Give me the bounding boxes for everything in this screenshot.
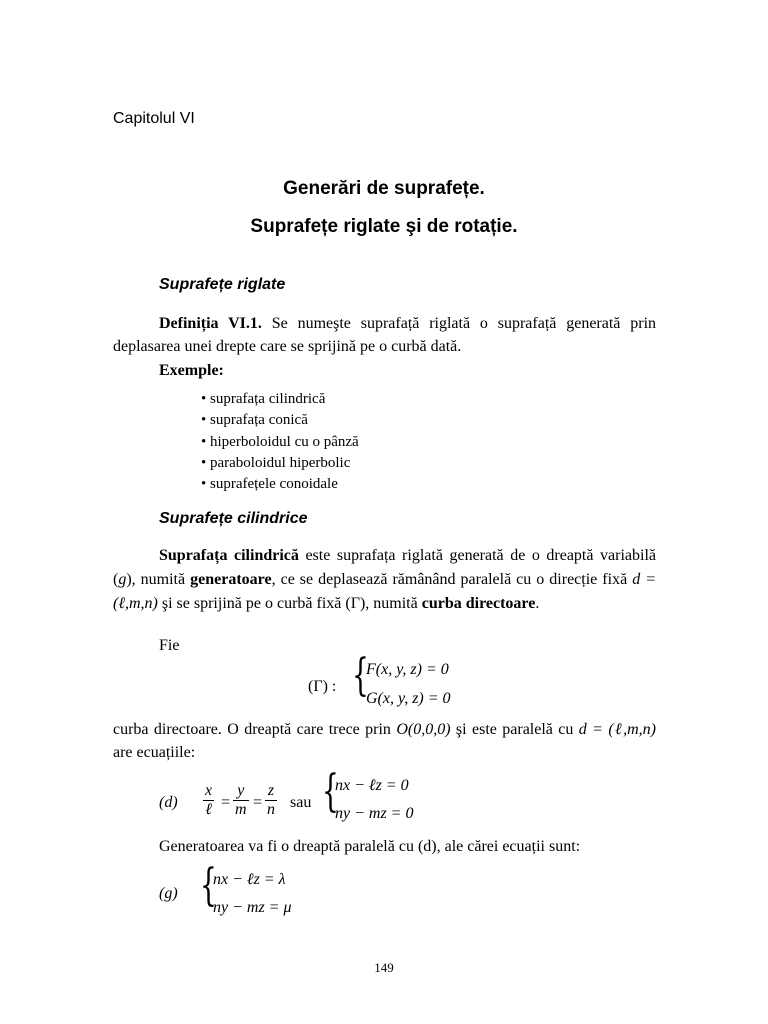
definition-text: Se numeşte suprafață riglată o suprafață generată prin deplasarea unei drepte care se sprijină pe o curbă dată.: [113, 315, 657, 355]
section-heading-cylindrical-surfaces: Suprafețe cilindrice: [159, 510, 308, 527]
chapter-title-line-2: Suprafețe riglate şi de rotație.: [250, 216, 518, 237]
definition-paragraph: [113, 312, 656, 358]
text-span: ), numită: [126, 571, 191, 588]
g-equation-1: nx − ℓz = λ: [213, 871, 286, 888]
text-span: şi se sprijină pe o curbă fixă (Γ), numită: [157, 595, 422, 612]
text-span: curba directoare. O dreaptă care trece prin: [113, 721, 397, 738]
list-item: • paraboloidul hiperbolic: [201, 454, 351, 471]
chapter-title-line-1: Generări de suprafețe.: [283, 178, 485, 199]
d-equation-1: nx − ℓz = 0: [335, 777, 409, 794]
term-generatoare: generatoare: [190, 571, 272, 588]
text-span: are ecuațiile:: [113, 744, 196, 761]
equals-sign: =: [253, 794, 263, 811]
text-span: , ce se deplasează rămânând paralelă cu o direcție fixă: [271, 571, 633, 588]
generator-paragraph: Generatoarea va fi o dreaptă paralelă cu (d), ale cărei ecuații sunt:: [159, 838, 581, 855]
gamma-label: (Γ) :: [308, 678, 337, 695]
page-number: 149: [374, 960, 394, 975]
term-curba-directoare: curba directoare: [421, 595, 536, 612]
fraction-denominator: ℓ: [205, 801, 212, 818]
list-item: • suprafețele conoidale: [201, 476, 338, 493]
g-equation-2: ny − mz = μ: [213, 899, 292, 916]
d-equation-2: ny − mz = 0: [335, 805, 414, 822]
var-g: g: [118, 571, 127, 588]
section-heading-ruled-surfaces: Suprafețe riglate: [159, 276, 286, 293]
brace-g: {: [200, 860, 217, 911]
definition-label: Definiția VI.1.: [159, 315, 262, 332]
gamma-equation-1: F(x, y, z) = 0: [366, 661, 449, 678]
g-label: (g): [159, 885, 178, 902]
fraction-numerator: z: [265, 782, 277, 801]
brace-gamma: {: [352, 650, 369, 701]
fraction-numerator: y: [233, 782, 249, 801]
direction-vector: d = (ℓ,m,n): [113, 571, 656, 612]
fraction-denominator: m: [235, 801, 247, 818]
gamma-equation-2: G(x, y, z) = 0: [366, 690, 451, 707]
brace-d: {: [322, 766, 339, 817]
list-item: • hiperboloidul cu o pânză: [201, 433, 359, 450]
list-item: • suprafața cilindrică: [201, 391, 326, 407]
text-span: este suprafața riglată generată de o dreaptă variabilă (: [113, 547, 656, 588]
fraction-z-n: [265, 782, 277, 819]
sau-text: sau: [290, 794, 312, 811]
fraction-denominator: n: [267, 801, 275, 818]
origin-point: O(0,0,0): [396, 721, 451, 738]
text-span: .: [535, 595, 540, 612]
examples-list: [201, 389, 359, 495]
chapter-heading: Capitolul VI: [113, 110, 195, 127]
term-cylindrical-surface: Suprafața cilindrică: [159, 547, 299, 564]
cylindrical-surface-paragraph: [113, 544, 656, 616]
line-through-origin-paragraph: [113, 718, 656, 764]
text-span: şi este paralelă cu: [450, 721, 579, 738]
fraction-y-m: [233, 782, 249, 819]
examples-label: Exemple:: [159, 362, 224, 379]
fraction-numerator: x: [205, 782, 213, 799]
d-label: (d): [159, 794, 178, 811]
fie-label: Fie: [159, 637, 180, 654]
fraction-x-l: [203, 782, 214, 819]
list-item: • suprafața conică: [201, 412, 308, 429]
equals-sign: =: [221, 794, 231, 811]
direction-vector: d = (ℓ,m,n): [578, 721, 656, 738]
